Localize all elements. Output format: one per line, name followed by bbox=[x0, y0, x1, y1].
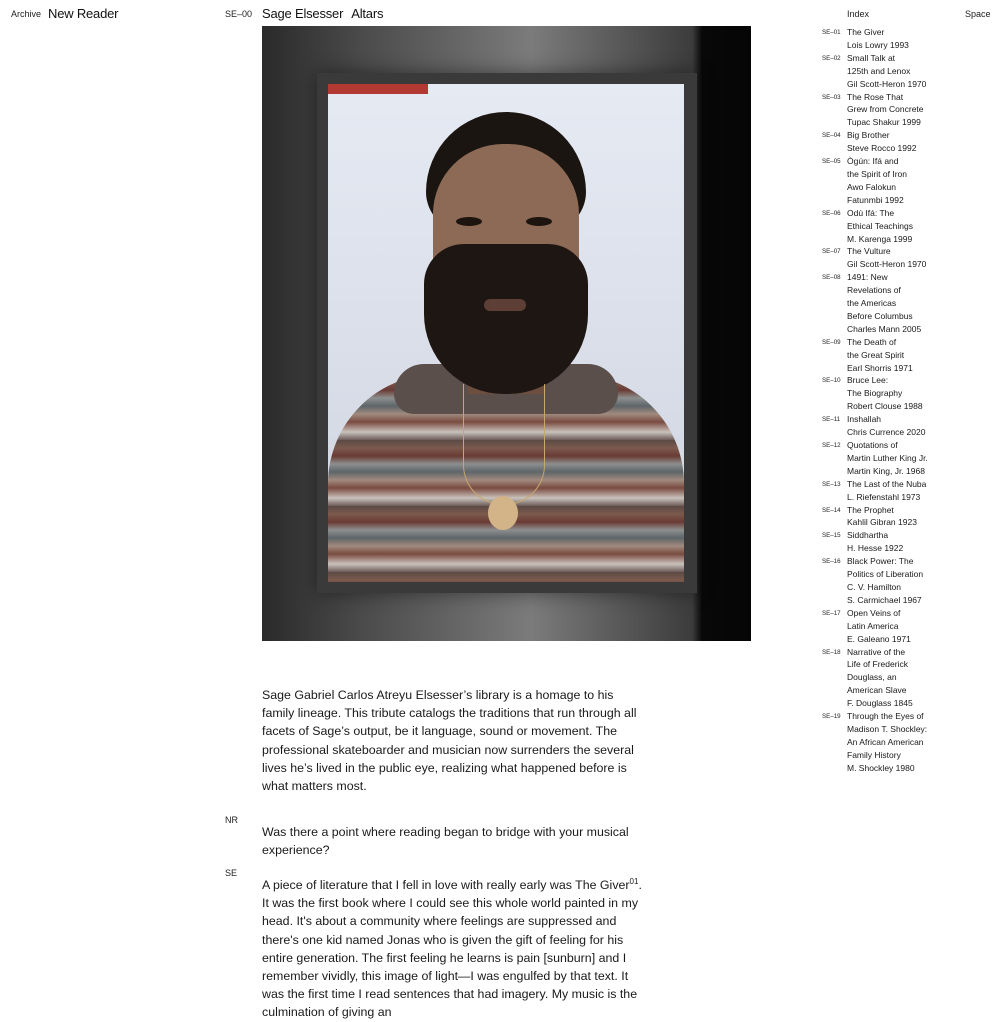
index-entry-title: Quotations of Martin Luther King Jr. Martin King, Jr. 1968 bbox=[847, 440, 928, 476]
index-entry-code: SE–11 bbox=[822, 416, 841, 424]
index-entry-title: Narrative of the Life of Frederick Douglass, an American Slave F. Douglass 1845 bbox=[847, 646, 913, 709]
index-entry[interactable] bbox=[822, 91, 1000, 130]
portrait-pendant bbox=[488, 496, 518, 530]
hero-portrait-image bbox=[262, 26, 751, 641]
interview-question: Was there a point where reading began to bridge with your musical experience? bbox=[262, 825, 629, 858]
index-entry[interactable] bbox=[822, 129, 1000, 155]
article-intro: Sage Gabriel Carlos Atreyu Elsesser’s library is a homage to his family lineage. This tribute catalogs the traditions that run through all facets of Sage’s output, be it language, sound or movement. The professional skateboarder and musician now surrenders the several lives he’s lived in the public eye, realizing what happened before is what matters most. bbox=[262, 688, 637, 794]
index-entry[interactable] bbox=[822, 52, 1000, 91]
index-entry-title: Bruce Lee: The Biography Robert Clouse 1988 bbox=[847, 375, 923, 412]
index-entry-title: The Prophet Kahlil Gibran 1923 bbox=[847, 504, 917, 528]
answer-text-start: A piece of literature that I fell in love with really early was The Giver bbox=[262, 878, 630, 892]
issue-code: SE–00 bbox=[225, 9, 253, 19]
index-entry-code: SE–14 bbox=[822, 506, 841, 514]
index-entry-title: The Rose That Grew from Concrete Tupac Shakur 1999 bbox=[847, 91, 924, 128]
nav-space-link[interactable]: Space bbox=[965, 9, 991, 19]
index-entry-title: The Last of the Nuba L. Riefenstahl 1973 bbox=[847, 478, 927, 502]
index-entry-code: SE–13 bbox=[822, 480, 841, 488]
answer-text-rest: . It was the first book where I could see this whole world painted in my head. It's about a community where feelings are suppressed and there's one kid named Jonas who is given the gift of feeling for his entire generation. The first feeling he learns is pain [sunburn] and I remember vividly, this image of light—I was engulfed by that text. It was the first time I read sentences that had imagery. My music is the culmination of giving an bbox=[262, 878, 642, 1020]
index-entry-code: SE–04 bbox=[822, 132, 841, 140]
index-entry-title: Through the Eyes of Madison T. Shockley: An African American Family History M. Shockley 1980 bbox=[847, 711, 928, 773]
index-entry[interactable] bbox=[822, 529, 1000, 555]
index-entry-code: SE–08 bbox=[822, 274, 841, 282]
index-entry-code: SE–01 bbox=[822, 29, 841, 36]
index-entry-code: SE–17 bbox=[822, 609, 841, 617]
index-entry[interactable] bbox=[822, 336, 1000, 375]
index-entry-title: Black Power: The Politics of Liberation C. V. Hamilton S. Carmichael 1967 bbox=[847, 556, 924, 605]
index-entry[interactable] bbox=[822, 271, 1000, 336]
index-entry[interactable] bbox=[822, 245, 1000, 271]
index-entry[interactable] bbox=[822, 478, 1000, 504]
portrait-chain bbox=[463, 384, 545, 505]
index-entry-title: Small Talk at 125th and Lenox Gil Scott-Heron 1970 bbox=[847, 52, 927, 89]
index-entry-code: SE–19 bbox=[822, 713, 841, 721]
interviewee-label: SE bbox=[225, 868, 238, 878]
article-title: Altars bbox=[351, 6, 384, 21]
index-entry-code: SE–15 bbox=[822, 532, 841, 540]
photo-accent-tab bbox=[328, 84, 428, 94]
index-entry[interactable] bbox=[822, 439, 1000, 478]
index-entry-code: SE–07 bbox=[822, 248, 841, 256]
index-entry-code: SE–03 bbox=[822, 93, 841, 101]
book-index-list bbox=[822, 26, 1000, 775]
subject-name: Sage Elsesser bbox=[262, 6, 344, 21]
index-entry-code: SE–06 bbox=[822, 209, 841, 217]
index-entry-title: Big Brother Steve Rocco 1992 bbox=[847, 130, 917, 154]
index-entry-code: SE–10 bbox=[822, 377, 841, 385]
footnote-ref[interactable]: 01 bbox=[629, 876, 639, 886]
index-entry[interactable] bbox=[822, 646, 1000, 711]
index-entry-title: Siddhartha H. Hesse 1922 bbox=[847, 530, 904, 554]
index-entry[interactable] bbox=[822, 504, 1000, 530]
index-entry[interactable] bbox=[822, 26, 1000, 52]
index-entry-title: The Vulture Gil Scott-Heron 1970 bbox=[847, 246, 927, 270]
index-entry[interactable] bbox=[822, 155, 1000, 207]
portrait-photo bbox=[328, 84, 684, 582]
portrait-lips bbox=[484, 299, 526, 311]
portrait-eye-left bbox=[456, 217, 482, 226]
index-entry[interactable] bbox=[822, 207, 1000, 246]
nav-archive-link[interactable]: Archive bbox=[11, 9, 42, 19]
index-entry-code: SE–09 bbox=[822, 338, 841, 346]
index-entry[interactable] bbox=[822, 374, 1000, 413]
index-entry[interactable] bbox=[822, 710, 1000, 775]
index-entry[interactable] bbox=[822, 555, 1000, 607]
index-entry-code: SE–02 bbox=[822, 54, 841, 62]
index-entry-title: Odù Ifá: The Ethical Teachings M. Karenga 1999 bbox=[847, 207, 913, 244]
index-entry-title: Open Veins of Latin America E. Galeano 1971 bbox=[847, 607, 911, 644]
index-entry-title: The Death of the Great Spirit Earl Shorris 1971 bbox=[847, 336, 913, 373]
nav-index-link[interactable]: Index bbox=[847, 9, 870, 19]
brand-logo-link[interactable]: New Reader bbox=[48, 6, 119, 21]
page-title bbox=[262, 6, 383, 21]
index-entry-code: SE–18 bbox=[822, 648, 841, 656]
index-entry-code: SE–12 bbox=[822, 442, 841, 449]
index-entry-title: Inshallah Chris Currence 2020 bbox=[847, 414, 926, 438]
interviewer-label: NR bbox=[225, 815, 238, 825]
index-entry[interactable] bbox=[822, 413, 1000, 439]
index-entry-code: SE–05 bbox=[822, 158, 841, 166]
index-entry-title: The Giver Lois Lowry 1993 bbox=[847, 27, 909, 50]
index-entry-title: 1491: New Revelations of the Americas Before Columbus Charles Mann 2005 bbox=[847, 272, 922, 334]
portrait-eye-right bbox=[526, 217, 552, 226]
index-entry-code: SE–16 bbox=[822, 558, 841, 566]
index-entry-title: Ògún: Ifá and the Spirit of Iron Awo Falokun Fatunmbi 1992 bbox=[847, 156, 908, 205]
portrait-beard bbox=[424, 244, 588, 394]
index-entry[interactable] bbox=[822, 607, 1000, 646]
